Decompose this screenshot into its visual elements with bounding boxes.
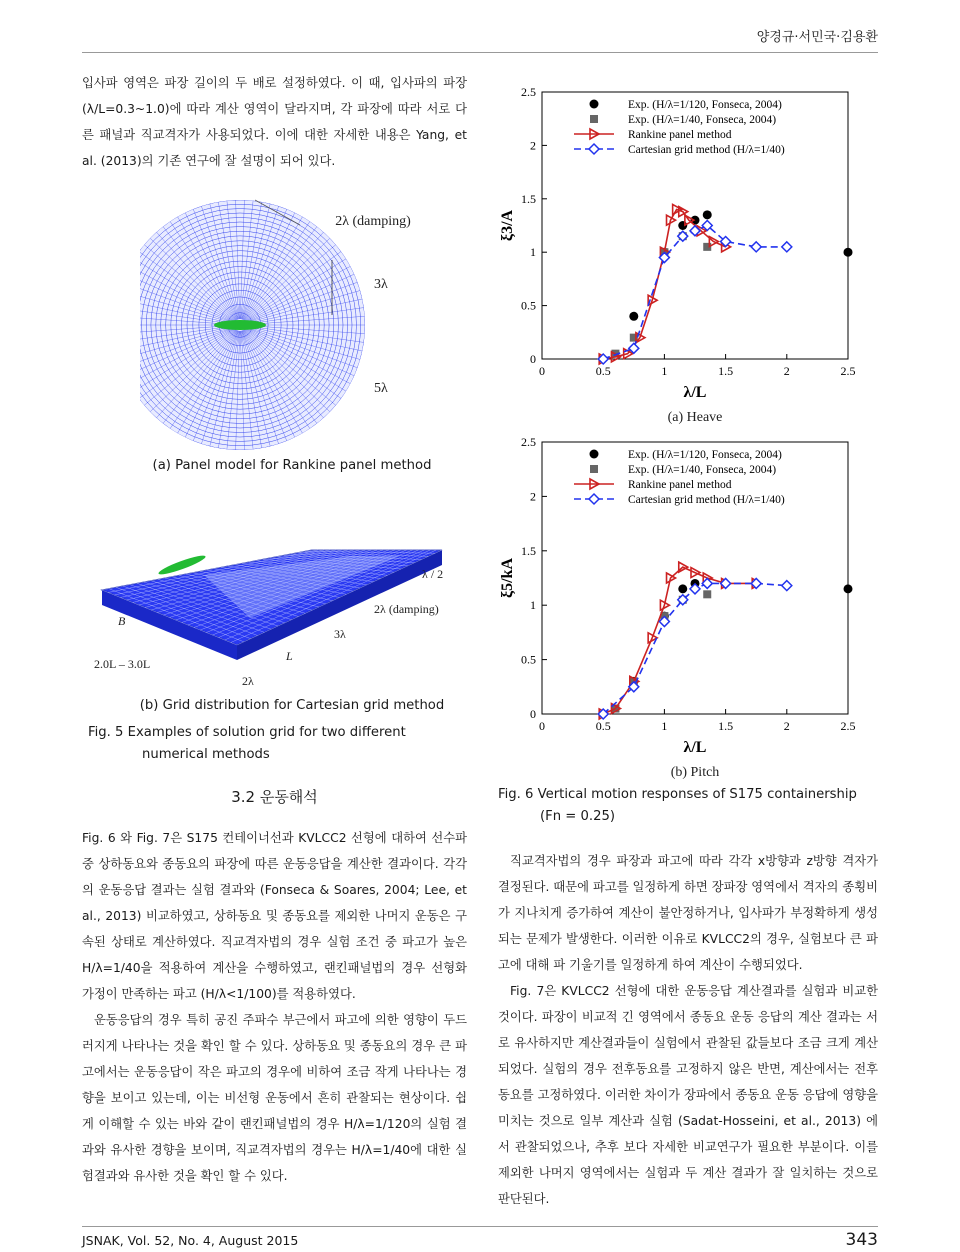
y-axis-label: ξ5/kA — [499, 557, 516, 599]
x-tick-label: 2 — [783, 719, 790, 733]
panel-mesh-figure — [140, 185, 440, 450]
legend-label: Rankine panel method — [628, 129, 732, 141]
y-tick-label: 0 — [530, 352, 536, 366]
data-point — [589, 494, 599, 504]
series-1 — [629, 579, 852, 686]
breadth-label: B — [118, 614, 126, 628]
legend-label: Exp. (H/λ=1/40, Fonseca, 2004) — [628, 464, 777, 476]
y-tick-label: 2.5 — [521, 85, 536, 99]
y-axis-label: ξ3/A — [499, 209, 516, 242]
three-lambda-label: 3λ — [374, 277, 388, 292]
five-lambda-label: 5λ — [374, 381, 388, 396]
left-body — [82, 825, 467, 1189]
fig6-caption — [498, 784, 878, 828]
legend — [574, 449, 785, 506]
x-tick-label: 1.5 — [718, 719, 734, 733]
data-point — [589, 144, 599, 154]
series-line — [603, 210, 725, 360]
x-tick-label: 2.5 — [840, 719, 856, 733]
x-tick-label: 1 — [661, 719, 668, 733]
footer-rule — [82, 1226, 878, 1227]
x-tick-label: 0.5 — [595, 719, 611, 733]
lambda-half-label: λ / 2 — [422, 567, 444, 581]
data-point — [782, 242, 792, 252]
right-body — [498, 848, 878, 1212]
right-paragraph-2: Fig. 7은 KVLCC2 선형에 대한 운동응답 계산결과를 실험과 비교한 것이다. 파장이 비교적 긴 영역에서 종동요 운동 응답의 계산 결과는 서로 유사하지만 계산결과들이 실험에서 관찰된 값들보다 조금 크게 계산되었다. 실험의 경우 전후동요를 고정하지 않은 반면, 계산에서는 전후동요를 고정하였다. 이러한 차이가 장파에서 종동요 운동 응답에 영향을 미치는 것으로 일부 계산과 실험 (Sadat-Hosseini, et al., 2013) 에서 관찰되었으나, 추후 보다 자세한 비교연구가 필요한 부분이다. 이를 제외한 나머지 영역에서는 실험과 두 계산 결과가 잘 일치하는 것으로 판단된다. — [498, 984, 878, 1206]
fig5-caption — [88, 722, 468, 766]
legend-label: Cartesian grid method (H/λ=1/40) — [628, 494, 785, 506]
x-tick-label: 2 — [783, 364, 790, 378]
y-tick-label: 0.5 — [521, 298, 536, 313]
y-tick-label: 0 — [530, 707, 536, 721]
legend-label: Exp. (H/λ=1/120, Fonseca, 2004) — [628, 449, 782, 461]
series-4 — [598, 578, 792, 719]
data-point — [703, 590, 711, 598]
y-tick-label: 0.5 — [521, 652, 536, 667]
x-tick-label: 0 — [539, 719, 545, 733]
fig6-caption-line1: Fig. 6 Vertical motion responses of S175 containership — [498, 787, 857, 802]
series-2 — [611, 232, 711, 357]
length-label: L — [286, 649, 293, 663]
data-point — [703, 210, 712, 219]
section-title: 3.2 운동해석 — [231, 788, 318, 806]
series-1 — [629, 210, 852, 320]
ship-hull — [214, 320, 266, 330]
heave-chart — [498, 82, 868, 427]
x-tick-label: 0 — [539, 364, 545, 378]
series-line — [603, 583, 787, 714]
journal-info: JSNAK, Vol. 52, No. 4, August 2015 — [82, 1233, 299, 1248]
data-point — [590, 465, 598, 473]
x-tick-label: 1.5 — [718, 364, 734, 378]
damping-label-b: 2λ (damping) — [374, 602, 439, 616]
legend-label: Exp. (H/λ=1/120, Fonseca, 2004) — [628, 99, 782, 111]
chart-caption: (a) Heave — [667, 410, 723, 425]
data-point — [590, 100, 599, 109]
legend-label: Cartesian grid method (H/λ=1/40) — [628, 144, 785, 156]
series-4 — [598, 221, 792, 365]
cartesian-grid-figure — [82, 510, 482, 690]
fig5-caption-line1: Fig. 5 Examples of solution grid for two different — [88, 725, 406, 740]
y-tick-label: 1 — [530, 598, 536, 613]
y-tick-label: 1.5 — [521, 191, 536, 206]
fig5-caption-line2: numerical methods — [142, 747, 270, 762]
intro-paragraph: 입사파 영역은 파장 길이의 두 배로 설정하였다. 이 때, 입사파의 파장 (λ/L=0.3~1.0)에 따라 계산 영역이 달라지며, 각 파장에 따라 서로 다른 패널과 직교격자가 사용되었다. 이에 대한 자세한 내용은 Yang, et al. (2013)의 기존 연구에 잘 설명이 되어 있다. — [82, 76, 467, 168]
data-point — [844, 248, 853, 257]
chart-caption: (b) Pitch — [670, 765, 720, 780]
series-2 — [611, 590, 711, 712]
page-number: 343 — [845, 1230, 878, 1250]
legend — [574, 99, 785, 156]
running-head: 양경규·서민국·김용환 — [756, 30, 878, 45]
y-tick-label: 2.5 — [521, 435, 536, 449]
fig5b-caption: (b) Grid distribution for Cartesian grid method — [139, 698, 445, 713]
header-rule — [82, 52, 878, 53]
y-tick-label: 1 — [530, 245, 536, 260]
data-point — [590, 115, 598, 123]
left-paragraph-1: Fig. 6 와 Fig. 7은 S175 컨테이너선과 KVLCC2 선형에 대하여 선수파 중 상하동요와 종동요의 파장에 따른 운동응답을 계산한 결과이다. 각각의 운동응답 결과는 실험 결과와 (Fonseca & Soares, 2004; Lee, et al., 2013) 비교하였고, 상하동요 및 종동요를 제외한 나머지 운동은 구속된 상태로 계산하였다. 직교격자법의 경우 실험 조건 중 파고가 높은 H/λ=1/40을 적용하여 계산을 수행하였고, 랜킨패널법의 경우 선형화 가정이 만족하는 파고 (H/λ<1/100)를 적용하였다. — [82, 831, 467, 1001]
fig5a-caption: (a) Panel model for Rankine panel method — [152, 458, 432, 473]
x-tick-label: 0.5 — [595, 364, 611, 378]
data-point — [629, 312, 638, 321]
data-point — [844, 584, 853, 593]
data-point — [590, 450, 599, 459]
y-tick-label: 1.5 — [521, 543, 536, 558]
pitch-chart — [498, 432, 868, 782]
x-axis-label: λ/L — [683, 739, 707, 756]
data-point — [751, 242, 761, 252]
data-point — [782, 581, 792, 591]
left-paragraph-2: 운동응답의 경우 특히 공진 주파수 부근에서 파고에 의한 영향이 두드러지게 나타나는 것을 확인 할 수 있다. 상하동요 및 종동요의 경우 큰 파고에서는 운동응답이 작은 파고의 경우에 비하여 조금 작게 나타나는 경향을 보이고 있는데, 이는 비선형 운동에서 흔히 관찰되는 현상이다. 쉽게 이해할 수 있는 바와 같이 랜킨패널법의 경우 H/λ=1/120의 실험 결과와 유사한 경향을 보이며, 직교격자법의 경우는 H/λ=1/40에 대한 실험결과와 유사한 것을 확인 할 수 있다. — [82, 1013, 467, 1183]
length-range-label: 2.0L – 3.0L — [94, 657, 151, 671]
x-axis-label: λ/L — [683, 384, 707, 401]
x-tick-label: 1 — [661, 364, 668, 378]
data-point — [678, 584, 687, 593]
damping-label: 2λ (damping) — [335, 214, 411, 229]
y-tick-label: 2 — [530, 138, 536, 153]
legend-label: Rankine panel method — [628, 479, 732, 491]
two-lambda-label: 2λ — [242, 674, 254, 688]
fig6-caption-line2: (Fn = 0.25) — [540, 809, 616, 824]
right-paragraph-1: 직교격자법의 경우 파장과 파고에 따라 각각 x방향과 z방향 격자가 결정된다. 때문에 파고를 일정하게 하면 장파장 영역에서 격자의 종횡비가 지나치게 증가하여 계산이 불안정하거나, 입사파가 부정확하게 생성되는 문제가 발생한다. 이러한 이유로 KVLCC2의 경우, 실험보다 큰 파고에 대해 파 기울기를 일정하게 하여 계산이 수행되었다. — [498, 854, 878, 972]
y-tick-label: 2 — [530, 489, 536, 504]
x-tick-label: 2.5 — [840, 364, 856, 378]
legend-label: Exp. (H/λ=1/40, Fonseca, 2004) — [628, 114, 777, 126]
three-lambda-label-b: 3λ — [334, 627, 346, 641]
